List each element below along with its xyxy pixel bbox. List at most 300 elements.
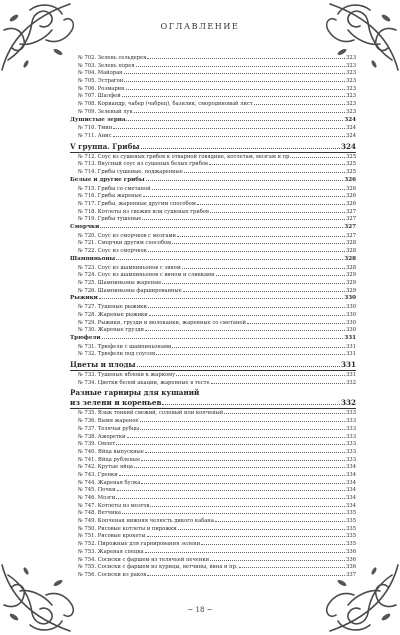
toc-entry-title: Яйца рубленые — [97, 456, 141, 463]
toc-page-number: 335 — [346, 525, 356, 532]
dot-leader — [113, 124, 345, 129]
toc-entry-number: № 708. — [78, 101, 97, 108]
toc-page-number: 326 — [346, 200, 356, 207]
toc-page-number: 333 — [346, 418, 356, 425]
toc-entry[interactable] — [70, 379, 356, 387]
toc-entry[interactable] — [70, 77, 356, 85]
toc-entry-number: № 730. — [78, 327, 97, 334]
toc-entry-title: Ажоретки — [97, 433, 126, 440]
toc-entry-number: № 741. — [78, 456, 97, 463]
dot-leader — [209, 160, 345, 165]
toc-entry-number: № 709. — [78, 108, 97, 115]
toc-entry[interactable] — [70, 168, 356, 176]
toc-page-number: 323 — [346, 108, 356, 115]
toc-entry[interactable] — [70, 279, 356, 287]
dot-leader — [100, 223, 343, 228]
toc-page-number: 334 — [346, 471, 356, 478]
toc-page-number: 323 — [346, 70, 356, 77]
toc-entry-title: Грибы тушеные — [97, 216, 142, 223]
toc-entry-number: № 755. — [78, 564, 97, 571]
toc-entry[interactable] — [70, 311, 356, 319]
dot-leader — [247, 319, 345, 324]
toc-entry-title: Трюфели — [70, 334, 101, 341]
toc-page-number: 324 — [346, 132, 356, 139]
dot-leader — [201, 540, 345, 545]
dot-leader — [215, 517, 345, 522]
toc-entry[interactable] — [70, 239, 356, 247]
toc-entry-title: Жареные рыжики — [97, 311, 148, 318]
toc-page-number: 332 — [346, 379, 356, 386]
toc-entry-title: Рыжики — [70, 295, 98, 302]
toc-entry-title: Гренки — [97, 471, 118, 478]
dot-leader — [149, 311, 345, 316]
toc-entry-number: № 751. — [78, 533, 97, 540]
toc-entry-title: Душистые зерна — [70, 116, 126, 123]
toc-page-number: 331 — [346, 343, 356, 350]
toc-entry[interactable] — [70, 556, 356, 564]
dot-leader — [156, 350, 345, 355]
toc-entry-title: Язык тонкий свежий, соленый или копченый — [97, 410, 224, 417]
dot-leader — [148, 247, 346, 252]
toc-entry[interactable] — [70, 509, 356, 517]
toc-entry-title: Соус из сморчков с мозгами — [97, 232, 176, 239]
toc-entry[interactable] — [70, 62, 356, 70]
toc-entry[interactable] — [70, 132, 356, 140]
toc-entry-number: № 725. — [78, 280, 97, 286]
toc-entry-number: № 747. — [78, 502, 97, 509]
dot-leader — [162, 279, 345, 284]
toc-page-number: 326 — [346, 185, 356, 192]
toc-entry-title: Белые и другие грибы — [70, 176, 145, 183]
toc-page-number: 323 — [346, 55, 356, 61]
toc-entry-number: № 726. — [78, 287, 97, 294]
toc-page-number: 335 — [346, 541, 356, 548]
toc-entry-title: Соус из шампиньонов с вином и сливками — [97, 272, 215, 279]
dot-leader — [122, 509, 345, 514]
toc-entry[interactable] — [70, 479, 356, 487]
toc-entry-title: Майоран — [97, 70, 123, 77]
dot-leader — [182, 264, 345, 269]
toc-page-number: 323 — [346, 78, 356, 85]
toc-entry[interactable] — [70, 417, 356, 425]
dot-leader — [145, 548, 345, 553]
toc-entry-number: № 724. — [78, 272, 97, 279]
toc-entry[interactable] — [70, 571, 356, 579]
toc-page-number: 331 — [340, 360, 356, 370]
toc-entry-title: Омлет — [97, 441, 116, 448]
toc-section-heading[interactable] — [70, 141, 356, 153]
toc-page-number: 335 — [346, 510, 356, 517]
toc-section-heading[interactable] — [70, 176, 356, 185]
dot-leader — [146, 176, 344, 181]
toc-entry-number: № 706. — [78, 85, 97, 92]
toc-entry-number: № 733. — [78, 372, 97, 379]
toc-section-heading[interactable] — [70, 223, 356, 232]
toc-entry-title: Тушеные яблоки к жаркому — [97, 372, 176, 379]
toc-entry[interactable] — [70, 208, 356, 216]
toc-page-number: 328 — [346, 264, 356, 271]
dot-leader — [122, 92, 345, 97]
toc-page-number: 331 — [344, 334, 356, 341]
toc-page-number: 327 — [344, 223, 356, 230]
toc-entry-title: Трюфели с шампиньонами — [97, 343, 172, 350]
toc-entry-title: Крутые яйца — [97, 464, 134, 471]
toc-section-heading[interactable] — [70, 294, 356, 303]
toc-entry-title: Грибы, жаренные другим способом — [97, 200, 196, 207]
toc-entry-title: Сморчки — [70, 223, 100, 230]
toc-entry[interactable] — [70, 303, 356, 311]
toc-section-heading[interactable] — [70, 359, 356, 371]
toc-entry[interactable] — [70, 532, 356, 540]
toc-entry[interactable] — [70, 326, 356, 334]
toc-entry-title: Рисовые котлеты и пирожки — [97, 525, 177, 532]
dot-leader — [210, 208, 345, 213]
dot-leader — [184, 168, 345, 173]
dot-leader — [141, 456, 345, 461]
toc-page-number: 330 — [344, 295, 356, 302]
dot-leader — [210, 556, 345, 561]
toc-entry[interactable] — [70, 287, 356, 295]
toc-entry-number: № 752. — [78, 541, 97, 548]
toc-entry-title: Грибы сушеные, поджаренные — [97, 169, 183, 176]
toc-entry-number: № 739. — [78, 441, 97, 448]
toc-entry[interactable] — [70, 108, 356, 116]
toc-section-heading[interactable] — [70, 255, 356, 264]
toc-entry[interactable] — [70, 548, 356, 556]
dot-leader — [145, 326, 345, 331]
toc-entry-number: № 710. — [78, 125, 97, 132]
page-title: ОГЛАВЛЕНИЕ — [160, 22, 240, 31]
toc-page-number: 327 — [346, 216, 356, 223]
toc-page-number: 324 — [344, 116, 356, 123]
toc-entry-title: Шампиньоны фаршированные — [97, 287, 182, 294]
dot-leader — [117, 486, 346, 491]
toc-entry-number: № 736. — [78, 418, 97, 425]
toc-entry-number: № 721. — [78, 240, 97, 247]
toc-entry-title: Рисовые крокеты — [97, 533, 146, 540]
toc-page-number: 330 — [346, 327, 356, 334]
toc-entry-title: Грибы со сметаной — [97, 185, 151, 192]
toc-page-number: 333 — [346, 456, 356, 463]
dot-leader — [254, 100, 345, 105]
toc-entry[interactable] — [70, 463, 356, 471]
toc-entry-title: Пирожные для гарнирования зелени — [97, 541, 201, 548]
toc-entry-number: № 746. — [78, 495, 97, 502]
toc-page-number: 330 — [346, 311, 356, 318]
toc-page-number: 334 — [346, 495, 356, 502]
toc-page-number: 327 — [346, 208, 356, 215]
toc-page-number: 333 — [346, 433, 356, 440]
toc-entry-number: № 712. — [78, 153, 97, 160]
toc-page-number: 330 — [346, 319, 356, 326]
dot-leader — [141, 142, 340, 149]
toc-page-number: 330 — [346, 304, 356, 311]
toc-entry-title: Шампиньоны — [70, 255, 116, 262]
toc-entry-title: Эстрагон — [97, 78, 124, 85]
toc-entry[interactable] — [70, 448, 356, 456]
toc-entry-title: Сморчки другим способом — [97, 240, 172, 247]
toc-entry-title: Соус из шампиньонов с зивом — [97, 264, 181, 271]
toc-entry-number: № 743. — [78, 471, 97, 478]
toc-entry-title: Копченая нижняя челюсть дикого кабана — [97, 518, 214, 525]
toc-entry-number: № 722. — [78, 248, 97, 255]
toc-page-number: 334 — [346, 487, 356, 494]
toc-entry[interactable] — [70, 160, 356, 168]
toc-entry[interactable] — [70, 502, 356, 510]
toc-entry-title: Соус из сушеных грибов к отварной говядине, котлетам, мозгам и пр. — [97, 153, 292, 160]
toc-entry-title: Вымя жареное — [97, 418, 139, 425]
toc-entry[interactable] — [70, 54, 356, 62]
dot-leader — [126, 85, 346, 90]
toc-entry-title: Цветки белой акации, жаренные в тесте — [97, 379, 210, 386]
dot-leader — [113, 132, 346, 137]
toc-page-number: 329 — [346, 287, 356, 294]
toc-page-number: 328 — [346, 248, 356, 255]
toc-entry[interactable] — [70, 486, 356, 494]
toc-entry-title: Сосиски из раков — [97, 571, 147, 578]
toc-page-number: 327 — [346, 232, 356, 239]
toc-page-number: 331 — [346, 351, 356, 358]
dot-leader — [172, 343, 345, 348]
toc-page-number: 324 — [346, 125, 356, 132]
toc-entry[interactable] — [70, 494, 356, 502]
toc-page-number: 335 — [346, 518, 356, 525]
toc-entry-number: № 735. — [78, 410, 97, 417]
toc-entry[interactable] — [70, 456, 356, 464]
table-of-contents — [70, 54, 356, 579]
toc-entry-title: Котлеты из свежих или сушеных грибов — [97, 208, 209, 215]
dot-leader — [147, 532, 346, 537]
dot-leader — [142, 215, 345, 220]
toc-page-number: 329 — [346, 272, 356, 279]
toc-entry-title: Яйца выпускные — [97, 448, 144, 455]
toc-page-number: 329 — [346, 280, 356, 286]
toc-entry-title: Телячьи рубцы — [97, 425, 140, 432]
toc-entry-title: Сосиски с фаршем из курицы, ветчины, вина и пр. — [97, 564, 238, 571]
toc-entry-title: Зелень сельдерея — [97, 55, 147, 61]
dot-leader — [177, 232, 345, 237]
toc-entry-number: № 734. — [78, 379, 97, 386]
dot-leader — [224, 409, 345, 414]
dot-leader — [134, 463, 345, 468]
toc-entry[interactable] — [70, 100, 356, 108]
toc-page-number: 325 — [346, 161, 356, 168]
toc-entry-number: № 753. — [78, 548, 97, 555]
toc-page-number: 323 — [346, 85, 356, 92]
toc-entry-number: № 720. — [78, 232, 97, 239]
toc-entry-title: Цветы и плоды — [70, 360, 136, 370]
toc-page-number: 326 — [346, 193, 356, 200]
toc-entry-title: Зеленый лук — [97, 108, 133, 115]
toc-section-heading[interactable] — [70, 398, 356, 410]
toc-entry[interactable] — [70, 192, 356, 200]
toc-page-number: 333 — [346, 441, 356, 448]
toc-entry[interactable] — [70, 371, 356, 379]
toc-entry-number: № 727. — [78, 304, 97, 311]
toc-entry-title: Вкусный соус из сушеных белых грибов — [97, 161, 208, 168]
toc-entry[interactable] — [70, 69, 356, 77]
dot-leader — [136, 62, 345, 67]
toc-entry-title: Жареная спецка — [97, 548, 144, 555]
toc-entry[interactable] — [70, 343, 356, 351]
toc-entry-number: № 738. — [78, 433, 97, 440]
toc-page-number: 326 — [344, 176, 356, 183]
toc-page-number: 336 — [346, 564, 356, 571]
toc-entry[interactable] — [70, 264, 356, 272]
toc-entry-number: № 728. — [78, 311, 97, 318]
toc-entry-number: № 715. — [78, 185, 97, 192]
toc-entry-number: № 749. — [78, 518, 97, 525]
toc-page-number: 328 — [346, 240, 356, 247]
dot-leader — [147, 571, 345, 576]
toc-entry-title: из зелени и кореньев — [70, 397, 162, 407]
dot-leader — [141, 479, 345, 484]
toc-entry-number: № 719. — [78, 216, 97, 223]
dot-leader — [152, 185, 346, 190]
toc-entry-title: Кориандр, чабер (чабрец), базилик, смородиновый лист — [97, 101, 253, 108]
toc-entry-number: № 748. — [78, 510, 97, 517]
toc-entry-title: Грибы жареные — [97, 193, 142, 200]
toc-entry-number: № 705. — [78, 78, 97, 85]
dot-leader — [178, 525, 345, 530]
toc-page-number: 334 — [346, 479, 356, 486]
dot-leader — [119, 471, 345, 476]
toc-entry-number: № 713. — [78, 161, 97, 168]
toc-entry[interactable] — [70, 433, 356, 441]
toc-entry-number: № 716. — [78, 193, 97, 200]
toc-entry-number: № 717. — [78, 200, 97, 207]
toc-entry-number: № 714. — [78, 169, 97, 176]
toc-entry-title: Тушеные рыжики — [97, 304, 147, 311]
dot-leader — [197, 200, 345, 205]
toc-page-number: 323 — [346, 93, 356, 100]
toc-entry-title: Мозги — [97, 495, 116, 502]
toc-entry[interactable] — [70, 200, 356, 208]
toc-entry[interactable] — [70, 525, 356, 533]
dot-leader — [126, 116, 343, 121]
toc-entry-title: Анис — [97, 132, 112, 139]
toc-page-number: 331 — [346, 372, 356, 379]
toc-entry-number: № 737. — [78, 425, 97, 432]
toc-entry[interactable] — [70, 271, 356, 279]
toc-entry[interactable] — [70, 232, 356, 240]
dot-leader — [211, 379, 346, 384]
toc-entry[interactable] — [70, 153, 356, 161]
dot-leader — [124, 77, 345, 82]
dot-leader — [148, 303, 345, 308]
toc-page-number: 334 — [346, 464, 356, 471]
dot-leader — [239, 563, 346, 568]
toc-page-number: 337 — [346, 571, 356, 578]
toc-section-heading[interactable] — [70, 388, 356, 398]
toc-entry[interactable] — [70, 319, 356, 327]
toc-entry[interactable] — [70, 517, 356, 525]
toc-entry-title: Трюфели под соусом — [97, 351, 156, 358]
toc-page-number: 325 — [346, 153, 356, 160]
dot-leader — [124, 69, 345, 74]
dot-leader — [145, 448, 345, 453]
toc-entry[interactable] — [70, 185, 356, 193]
dot-leader — [116, 440, 345, 445]
toc-entry-title: Почки — [97, 487, 116, 494]
toc-page-number: 334 — [346, 502, 356, 509]
dot-leader — [147, 54, 345, 59]
toc-entry-title: Сосиски с фаршем из телячьей печенки — [97, 556, 210, 563]
toc-entry[interactable] — [70, 425, 356, 433]
toc-page-number: 333 — [346, 410, 356, 417]
toc-entry[interactable] — [70, 540, 356, 548]
toc-entry-title: Шампиньоны жареные — [97, 280, 162, 286]
toc-entry-title: Жареная булка — [97, 479, 141, 486]
toc-entry[interactable] — [70, 85, 356, 93]
toc-entry-number: № 742. — [78, 464, 97, 471]
toc-entry-number: № 750. — [78, 525, 97, 532]
toc-entry-number: № 740. — [78, 448, 97, 455]
toc-entry[interactable] — [70, 247, 356, 255]
toc-entry[interactable] — [70, 563, 356, 571]
page-number: ~ 18 ~ — [187, 606, 213, 614]
dot-leader — [134, 108, 345, 113]
toc-page-number: 323 — [346, 62, 356, 69]
dot-leader — [150, 502, 345, 507]
toc-entry-title: Ветчина — [97, 510, 121, 517]
toc-page-number: 333 — [346, 425, 356, 432]
toc-entry-title: Жареные грузди — [97, 327, 144, 334]
dot-leader — [102, 334, 344, 339]
toc-entry-title: Шалфей — [97, 93, 121, 100]
dot-leader — [143, 192, 345, 197]
dot-leader — [116, 255, 343, 260]
toc-entry-number: № 756. — [78, 571, 97, 578]
toc-entry-number: № 718. — [78, 208, 97, 215]
toc-entry-title: Разные гарниры для кушаний — [70, 388, 200, 398]
dot-leader — [162, 400, 340, 405]
toc-entry-title: Тмин — [97, 125, 113, 132]
toc-entry[interactable] — [70, 350, 356, 358]
toc-page-number: 332 — [340, 397, 356, 407]
toc-entry-number: № 703. — [78, 62, 97, 69]
toc-section-heading[interactable] — [70, 334, 356, 343]
toc-entry[interactable] — [70, 124, 356, 132]
toc-entry-number: № 702. — [78, 55, 97, 61]
toc-entry-number: № 745. — [78, 487, 97, 494]
toc-entry-title: V группа. Грибы — [70, 141, 140, 151]
toc-page-number: 336 — [346, 548, 356, 555]
dot-leader — [176, 371, 345, 376]
dot-leader — [183, 287, 345, 292]
dot-leader — [140, 425, 345, 430]
toc-page-number: 325 — [346, 169, 356, 176]
dot-leader — [137, 360, 340, 367]
toc-page-number: 336 — [346, 556, 356, 563]
toc-entry-title: Зелень порея — [97, 62, 135, 69]
toc-page-number: 335 — [346, 533, 356, 540]
dot-leader — [99, 294, 344, 299]
toc-entry[interactable] — [70, 471, 356, 479]
toc-entry[interactable] — [70, 440, 356, 448]
toc-page-number: 323 — [346, 101, 356, 108]
dot-leader — [116, 494, 345, 499]
dot-leader — [140, 417, 346, 422]
toc-entry[interactable] — [70, 92, 356, 100]
toc-entry-number: № 732. — [78, 351, 97, 358]
toc-section-heading[interactable] — [70, 116, 356, 125]
toc-entry[interactable] — [70, 409, 356, 417]
toc-entry-title: Розмарин — [97, 85, 125, 92]
toc-entry-number: № 723. — [78, 264, 97, 271]
toc-entry[interactable] — [70, 215, 356, 223]
dot-leader — [127, 433, 346, 438]
